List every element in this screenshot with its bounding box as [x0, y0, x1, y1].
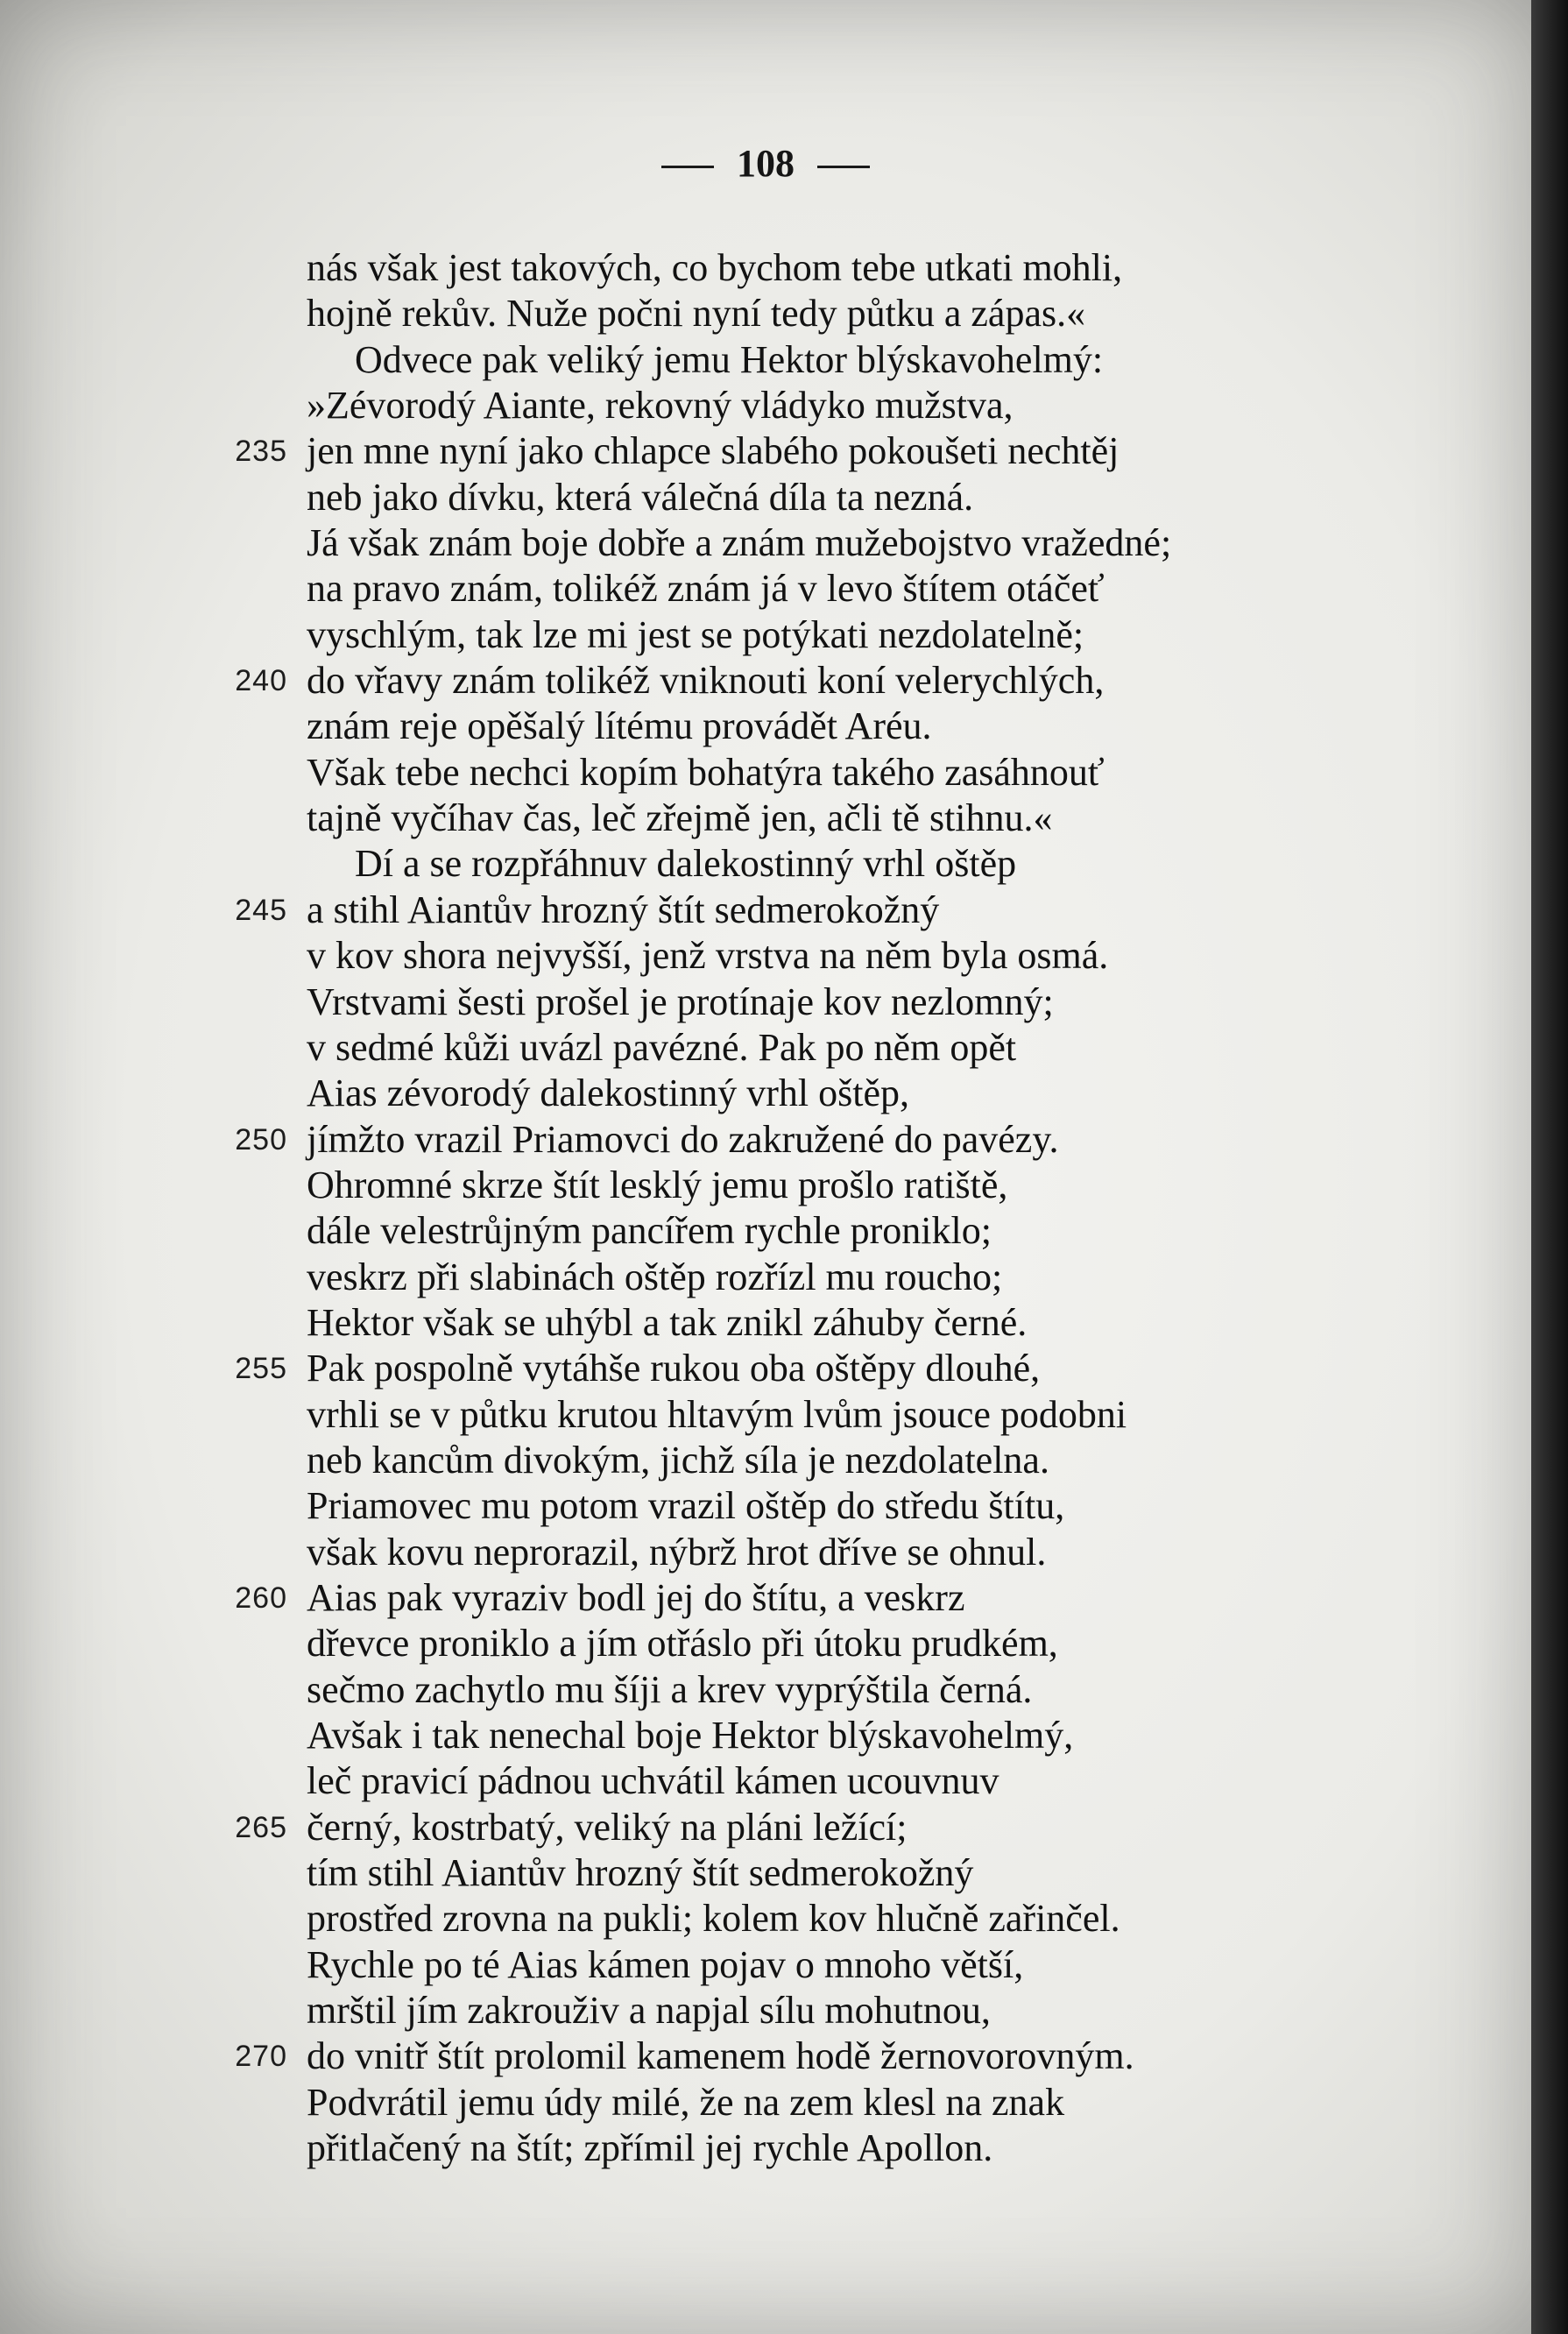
header-dash-right: [817, 166, 870, 168]
verse-text: hojně rekův. Nuže počni nyní tedy půtku a zápas.«: [307, 292, 1086, 336]
verse-line: [193, 337, 1402, 383]
verse-line: [193, 1942, 1402, 1988]
verse-line: [193, 383, 1402, 428]
verse-line: [193, 750, 1402, 796]
verse-line: [193, 245, 1402, 291]
verse-line: [193, 1255, 1402, 1300]
verse-text: na pravo znám, tolikéž znám já v levo štítem otáčeť: [307, 567, 1105, 611]
verse-text: dále velestrůjným pancířem rychle proniklo;: [307, 1209, 992, 1253]
verse-line: [193, 1483, 1402, 1529]
verse-text: Podvrátil jemu údy milé, že na zem klesl na znak: [307, 2080, 1065, 2124]
page-header: [0, 133, 1531, 194]
verse-text: Vrstvami šesti prošel je protínaje kov nezlomný;: [307, 980, 1054, 1023]
verse-line: [193, 1805, 1402, 1850]
verse-text: jímžto vrazil Priamovci do zakružené do pavézy.: [307, 1117, 1059, 1161]
verse-line: [193, 1575, 1402, 1621]
verse-line: [193, 612, 1402, 658]
verse-text: dřevce proniklo a jím otřáslo při útoku prudkém,: [307, 1622, 1058, 1666]
header-dash-left: [661, 166, 714, 168]
verse-line: [193, 1758, 1402, 1804]
verse-text: Však tebe nechci kopím bohatýra takého zasáhnouť: [307, 750, 1105, 794]
line-number: 240: [235, 664, 287, 698]
verse-line: [193, 1208, 1402, 1254]
verse-text: Ohromné skrze štít lesklý jemu prošlo ratiště,: [307, 1163, 1008, 1206]
verse-line: [193, 1621, 1402, 1666]
verse-line: [193, 566, 1402, 612]
verse-text: vyschlým, tak lze mi jest se potýkati nezdolatelně;: [307, 612, 1084, 656]
line-number: 270: [235, 2040, 287, 2074]
verse-line: [193, 1071, 1402, 1116]
verse-text: Rychle po té Aias kámen pojav o mnoho větší,: [307, 1942, 1024, 1986]
verse-text: v kov shora nejvyšší, jenž vrstva na něm byla osmá.: [307, 934, 1109, 978]
verse-text: tajně vyčíhav čas, leč zřejmě jen, ačli tě stihnu.«: [307, 796, 1053, 840]
verse-text: Pak pospolně vytáhše rukou oba oštěpy dlouhé,: [307, 1347, 1041, 1390]
verse-text: však kovu neprorazil, nýbrž hrot dříve se ohnul.: [307, 1530, 1047, 1574]
verse-line: [193, 1988, 1402, 2033]
poem-text: [193, 245, 1402, 2171]
verse-line: [193, 1025, 1402, 1071]
verse-text: Priamovec mu potom vrazil oštěp do středu štítu,: [307, 1484, 1065, 1528]
line-number: 255: [235, 1352, 287, 1386]
verse-text: neb jako dívku, která válečná díla ta nezná.: [307, 475, 974, 519]
verse-text: přitlačený na štít; zpřímil jej rychle Apollon.: [307, 2126, 993, 2170]
verse-text: do vřavy znám tolikéž vniknouti koní velerychlých,: [307, 659, 1105, 703]
verse-text: tím stihl Aiantův hrozný štít sedmerokožný: [307, 1851, 974, 1895]
verse-line: [193, 1346, 1402, 1391]
verse-line: [193, 658, 1402, 704]
verse-text: černý, kostrbatý, veliký na pláni ležící;: [307, 1805, 908, 1849]
verse-line: [193, 291, 1402, 336]
verse-text: Avšak i tak nenechal boje Hektor blýskavohelmý,: [307, 1714, 1074, 1757]
verse-line: [193, 428, 1402, 474]
verse-text: Já však znám boje dobře a znám mužebojstvo vražedné;: [307, 521, 1172, 565]
verse-text: prostřed zrovna na pukli; kolem kov hlučně zařinčel.: [307, 1897, 1120, 1941]
verse-line: [193, 2080, 1402, 2125]
page-edge-shadow: [1531, 0, 1568, 2334]
verse-text: »Zévorodý Aiante, rekovný vládyko mužstva,: [307, 384, 1014, 428]
verse-text: a stihl Aiantův hrozný štít sedmerokožný: [307, 888, 940, 931]
verse-text: Dí a se rozpřáhnuv dalekostinný vrhl oštěp: [355, 842, 1017, 886]
verse-text: do vnitř štít prolomil kamenem hodě žernovorovným.: [307, 2034, 1134, 2078]
verse-text: nás však jest takových, co bychom tebe utkati mohli,: [307, 246, 1123, 289]
verse-text: v sedmé kůži uvázl pavézné. Pak po něm opět: [307, 1025, 1017, 1069]
line-number: 245: [235, 893, 287, 927]
line-number: 265: [235, 1810, 287, 1844]
line-number: 250: [235, 1122, 287, 1156]
verse-text: Aias zévorodý dalekostinný vrhl oštěp,: [307, 1072, 909, 1115]
verse-text: mrštil jím zakrouživ a napjal sílu mohutnou,: [307, 1989, 991, 2033]
verse-line: [193, 1300, 1402, 1346]
verse-line: [193, 2125, 1402, 2171]
verse-line: [193, 475, 1402, 520]
verse-line: [193, 841, 1402, 887]
verse-line: [193, 933, 1402, 979]
verse-line: [193, 704, 1402, 749]
verse-line: [193, 980, 1402, 1025]
line-number: 260: [235, 1581, 287, 1615]
verse-line: [193, 1163, 1402, 1208]
page-number: 108: [737, 142, 795, 185]
verse-line: [193, 796, 1402, 841]
line-number: 235: [235, 435, 287, 469]
verse-text: Hektor však se uhýbl a tak znikl záhuby černé.: [307, 1300, 1028, 1344]
verse-line: [193, 1530, 1402, 1575]
verse-line: [193, 520, 1402, 566]
verse-text: znám reje opěšalý lítému provádět Aréu.: [307, 704, 932, 748]
verse-line: [193, 1713, 1402, 1758]
verse-text: Odvece pak veliký jemu Hektor blýskavohelmý:: [355, 337, 1104, 381]
verse-line: [193, 1850, 1402, 1896]
verse-text: leč pravicí pádnou uchvátil kámen ucouvnuv: [307, 1759, 999, 1803]
verse-text: sečmo zachytlo mu šíji a krev vyprýštila černá.: [307, 1667, 1033, 1711]
verse-line: [193, 1896, 1402, 1941]
verse-text: Aias pak vyraziv bodl jej do štítu, a veskrz: [307, 1575, 965, 1619]
verse-line: [193, 2033, 1402, 2079]
verse-line: [193, 888, 1402, 933]
verse-text: vrhli se v půtku krutou hltavým lvům jsouce podobni: [307, 1392, 1127, 1436]
verse-text: veskrz při slabinách oštěp rozřízl mu roucho;: [307, 1255, 1003, 1298]
verse-line: [193, 1117, 1402, 1163]
verse-text: neb kancům divokým, jichž síla je nezdolatelna.: [307, 1438, 1049, 1482]
verse-line: [193, 1392, 1402, 1438]
verse-text: jen mne nyní jako chlapce slabého pokoušeti nechtěj: [307, 429, 1119, 473]
verse-line: [193, 1667, 1402, 1713]
verse-line: [193, 1438, 1402, 1483]
